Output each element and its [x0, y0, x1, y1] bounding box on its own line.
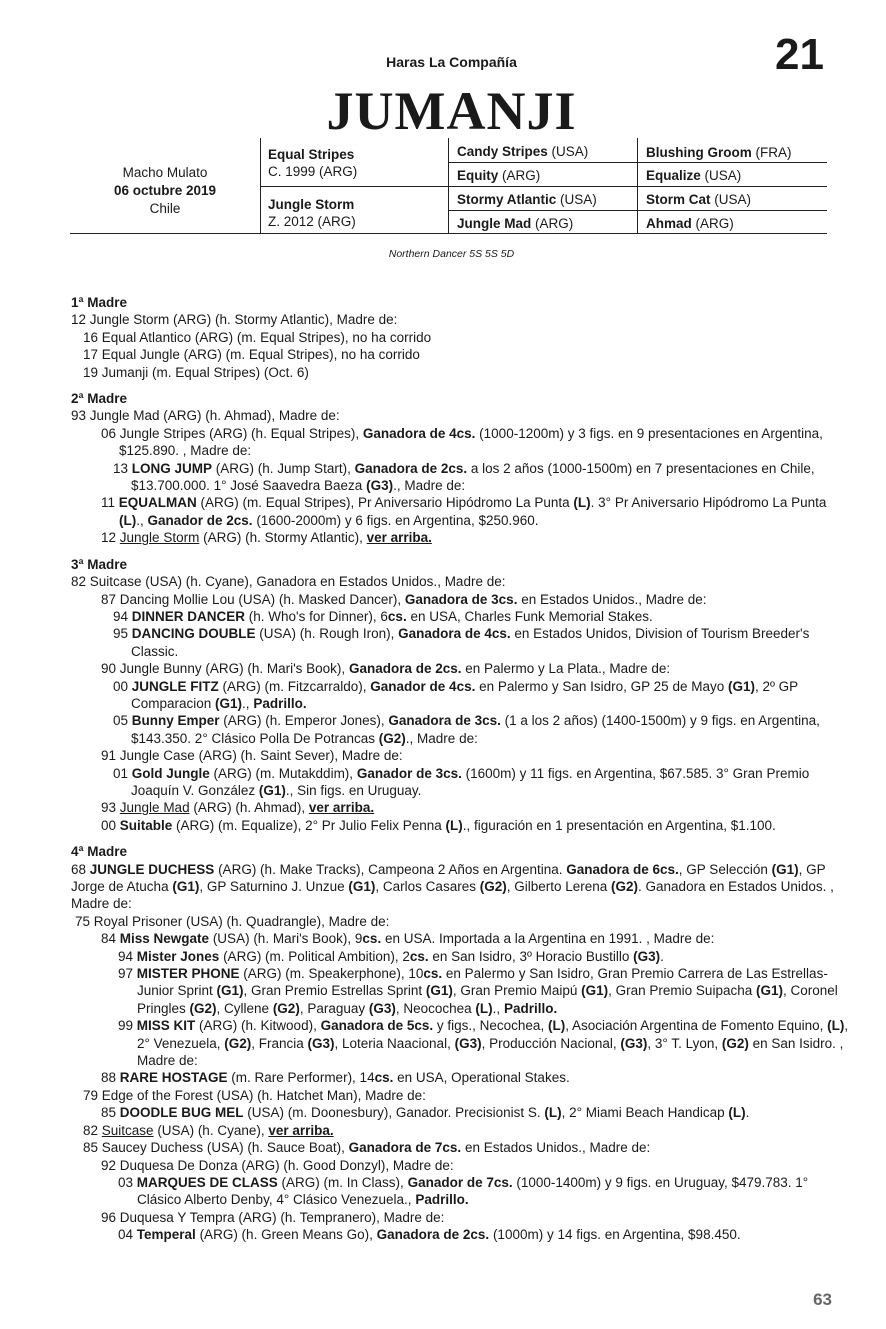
record-line: 87 Dancing Mollie Lou (USA) (h. Masked Dancer), Ganadora de 3cs. en Estados Unidos., Madre de:	[101, 591, 707, 607]
record-line: 75 Royal Prisoner (USA) (h. Quadrangle), Madre de:	[75, 913, 390, 929]
sex-color: Macho Mulato	[122, 165, 208, 180]
record-line: 85 Saucey Duchess (USA) (h. Sauce Boat), Ganadora de 7cs. en Estados Unidos., Madre de:	[83, 1140, 651, 1156]
great-grandparent-2	[646, 167, 741, 184]
record-line: 11 EQUALMAN (ARG) (m. Equal Stripes), Pr Aniversario Hipódromo La Punta (L). 3° Pr Aniversario Hipódromo La Punta (L)., Ganador de 2cs. (1600-2000m) y 6 figs. en Argentina, $250.960.	[101, 495, 827, 528]
record-line: 99 MISS KIT (ARG) (h. Kitwood), Ganadora de 5cs. y figs., Necochea, (L), Asociación Argentina de Fomento Equino, (L), 2° Venezuela, (G2), Francia (G3), Loteria Naacional, (G3), Producción Nacional, (G3), 3° T. Lyon, (G2) en San Isidro. , Madre de:	[118, 1018, 849, 1069]
record-line: 88 RARE HOSTAGE (m. Rare Performer), 14cs. en USA, Operational Stakes.	[101, 1070, 570, 1086]
record-line: 17 Equal Jungle (ARG) (m. Equal Stripes), no ha corrido	[83, 347, 420, 363]
record-line: 03 MARQUES DE CLASS (ARG) (m. In Class), Ganador de 7cs. (1000-1400m) y 9 figs. en Uruguay, $479.783. 1° Clásico Alberto Denby, 4° Clásico Venezuela., Padrillo.	[118, 1174, 809, 1208]
grandparent-origin: (ARG)	[498, 168, 541, 183]
dam-name: Jungle Storm	[268, 197, 355, 212]
great-grandparent-4	[646, 215, 734, 232]
record-line: 92 Duquesa De Donza (ARG) (h. Good Donzyl), Madre de:	[101, 1157, 454, 1173]
sire-info: C. 1999 (ARG)	[268, 164, 358, 179]
grandparent-name: Stormy Atlantic	[457, 192, 557, 207]
great-grandparent-origin: (USA)	[710, 192, 752, 207]
record-line: 82 Suitcase (USA) (h. Cyane), Ganadora en Estados Unidos., Madre de:	[71, 574, 506, 590]
record-line: 05 Bunny Emper (ARG) (h. Emperor Jones), Ganadora de 3cs. (1 a los 2 años) (1400-1500m) y 9 figs. en Argentina, $143.350. 2° Clásico Polla De Potrancas (G2)., Madre de:	[113, 713, 820, 746]
section-heading: 1ª Madre	[71, 295, 128, 310]
pedigree-table	[70, 138, 827, 234]
section-heading: 2ª Madre	[71, 391, 128, 407]
record-line: 93 Jungle Mad (ARG) (h. Ahmad), Madre de:	[71, 408, 340, 424]
great-grandparent-name: Equalize	[646, 168, 701, 183]
record-line: 16 Equal Atlantico (ARG) (m. Equal Stripes), no ha corrido	[83, 329, 432, 345]
great-grandparent-1	[646, 144, 792, 161]
great-grandparent-name: Blushing Groom	[646, 145, 752, 160]
pedigree-divider	[260, 186, 827, 187]
great-grandparent-origin: (ARG)	[691, 216, 734, 231]
record-line: 00 JUNGLE FITZ (ARG) (m. Fitzcarraldo), Ganador de 4cs. en Palermo y San Isidro, GP 25 de Mayo (G1), 2º GP Comparacion (G1)., Padrillo.	[113, 678, 798, 711]
record-line: 85 DOODLE BUG MEL (USA) (m. Doonesbury), Ganador. Precisionist S. (L), 2° Miami Beach Handicap (L).	[101, 1105, 750, 1121]
sire	[268, 146, 357, 180]
pedigree-divider	[448, 210, 827, 211]
record-line: 96 Duquesa Y Tempra (ARG) (h. Tempranero), Madre de:	[101, 1209, 445, 1225]
record-line: 94 DINNER DANCER (h. Who's for Dinner), 6cs. en USA, Charles Funk Memorial Stakes.	[113, 608, 653, 624]
grandparent-4	[457, 215, 573, 232]
horse-name: JUMANJI	[326, 81, 577, 141]
great-grandparent-origin: (USA)	[700, 168, 742, 183]
record-line: 04 Temperal (ARG) (h. Green Means Go), Ganadora de 2cs. (1000m) y 14 figs. en Argentina, $98.450.	[118, 1227, 741, 1243]
grandparent-origin: (USA)	[547, 144, 589, 159]
see-above-link[interactable]: ver arriba.	[366, 530, 432, 546]
birth-date: 06 octubre 2019	[113, 183, 217, 198]
grandparent-1	[457, 143, 588, 160]
record-line: 00 Suitable (ARG) (m. Equalize), 2° Pr Julio Felix Penna (L)., figuración en 1 presentación en Argentina, $1.100.	[101, 817, 776, 833]
horse-info	[70, 164, 260, 218]
great-grandparent-origin: (FRA)	[751, 145, 792, 160]
grandparent-3	[457, 191, 597, 208]
record-line: 84 Miss Newgate (USA) (h. Mari's Book), 9cs. en USA. Importada a la Argentina en 1991. , Madre de:	[101, 931, 715, 947]
great-grandparent-name: Ahmad	[646, 216, 692, 231]
grandparent-name: Candy Stripes	[457, 144, 548, 159]
record-line: 12 Jungle Storm (ARG) (h. Stormy Atlantic), Madre de:	[71, 312, 398, 328]
record-line: 95 DANCING DOUBLE (USA) (h. Rough Iron), Ganadora de 4cs. en Estados Unidos, Division of Tourism Breeder's Classic.	[113, 626, 810, 659]
see-above-link[interactable]: ver arriba.	[268, 1122, 334, 1138]
dam	[268, 196, 356, 230]
record-line: 82 Suitcase (USA) (h. Cyane), ver arriba.	[83, 1122, 334, 1138]
grandparent-origin: (USA)	[556, 192, 597, 207]
record-line: 13 LONG JUMP (ARG) (h. Jump Start), Ganadora de 2cs. a los 2 años (1000-1500m) en 7 presentaciones en Chile, $13.700.000. 1° José Saavedra Baeza (G3)., Madre de:	[113, 460, 815, 494]
grandparent-2	[457, 167, 540, 184]
farm-name: Haras La Compañía	[386, 54, 517, 70]
pedigree-bottom-line	[70, 233, 827, 234]
produce-record	[71, 294, 851, 1244]
record-line: 12 Jungle Storm (ARG) (h. Stormy Atlantic), ver arriba.	[101, 530, 432, 546]
grandparent-origin: (ARG)	[531, 216, 574, 231]
record-line: 79 Edge of the Forest (USA) (h. Hatchet Man), Madre de:	[83, 1087, 426, 1103]
record-line: 91 Jungle Case (ARG) (h. Saint Sever), Madre de:	[101, 748, 403, 764]
record-line: 90 Jungle Bunny (ARG) (h. Mari's Book), Ganadora de 2cs. en Palermo y La Plata., Madre de:	[101, 661, 671, 677]
record-line: 97 MISTER PHONE (ARG) (m. Speakerphone), 10cs. en Palermo y San Isidro, Gran Premio Carrera de Las Estrellas-Junior Sprint (G1), Gran Premio Estrellas Sprint (G1), Gran Premio Maipú (G1), Gran Premio Suipacha (G1), Coronel Pringles (G2), Cyllene (G2), Paraguay (G3), Neocochea (L)., Padrillo.	[118, 966, 838, 1016]
record-line: 01 Gold Jungle (ARG) (m. Mutakddim), Ganador de 3cs. (1600m) y 11 figs. en Argentina, $67.585. 3° Gran Premio Joaquín V. González (G1)., Sin figs. en Uruguay.	[113, 765, 810, 798]
dam-info: Z. 2012 (ARG)	[268, 214, 356, 229]
record-line: 19 Jumanji (m. Equal Stripes) (Oct. 6)	[83, 364, 309, 380]
section-heading: 4ª Madre	[71, 844, 128, 860]
see-above-link[interactable]: ver arriba.	[308, 800, 375, 816]
pedigree-divider	[448, 162, 827, 163]
page-number: 63	[813, 1290, 832, 1309]
record-line: 06 Jungle Stripes (ARG) (h. Equal Stripes), Ganadora de 4cs. (1000-1200m) y 3 figs. en 9 presentaciones en Argentina, $125.890. , Madre de:	[101, 425, 823, 459]
birth-country: Chile	[149, 201, 181, 216]
section-heading: 3ª Madre	[71, 556, 128, 572]
grandparent-name: Equity	[457, 168, 499, 183]
inbreeding-note: Northern Dancer 5S 5S 5D	[388, 248, 515, 260]
record-line: 93 Jungle Mad (ARG) (h. Ahmad), ver arriba.	[101, 800, 375, 816]
great-grandparent-3	[646, 191, 751, 208]
great-grandparent-name: Storm Cat	[646, 192, 711, 207]
grandparent-name: Jungle Mad	[457, 216, 532, 231]
record-line: 94 Mister Jones (ARG) (m. Political Ambition), 2cs. en San Isidro, 3º Horacio Bustillo (G3).	[118, 948, 664, 964]
record-line: 68 JUNGLE DUCHESS (ARG) (h. Make Tracks), Campeona 2 Años en Argentina. Ganadora de 6cs., GP Selección (G1), GP Jorge de Atucha (G1), GP Saturnino J. Unzue (G1), Carlos Casares (G2), Gilberto Lerena (G2). Ganadora en Estados Unidos. , Madre de:	[71, 861, 834, 912]
sire-name: Equal Stripes	[268, 147, 355, 162]
lot-number: 21	[775, 30, 824, 79]
